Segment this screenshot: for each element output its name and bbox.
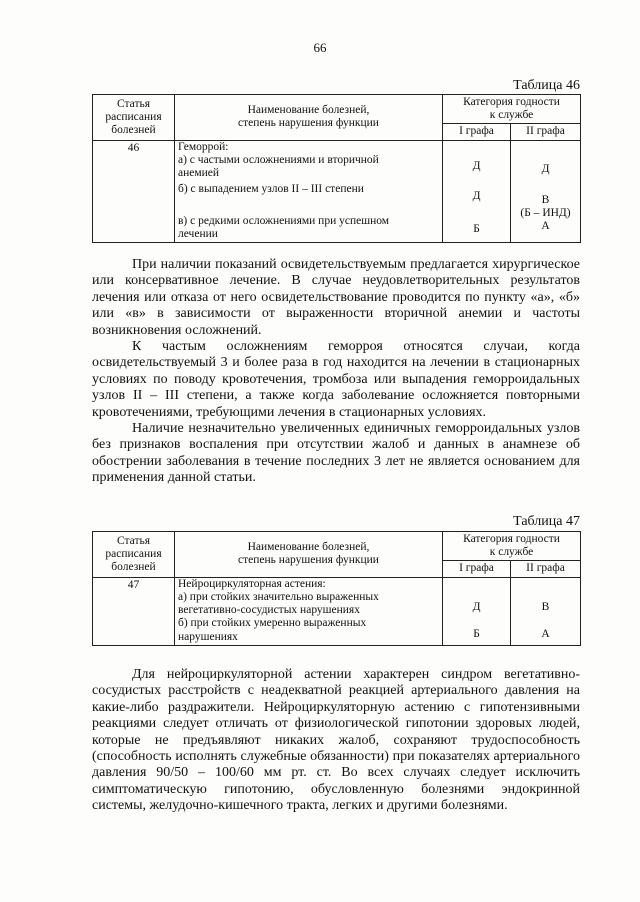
paragraph-2: К частым осложнениям геморроя относятся случаи, когда освидетельствуемый 3 и более раза в год находится на лечении в стационарных условиях по поводу кровотечения, тромбоза или выпадения геморроидальных узлов II – III степени, а также когда заболевание осложняется повторными кровотечениями, требующими лечения в стационарных условиях. [92, 339, 580, 420]
grafa2-cell [511, 577, 581, 645]
header-name: Наименование болезней, степень нарушения функции [175, 532, 443, 578]
header-col1: I графа [443, 124, 511, 140]
header-category: Категория годности к службе [443, 95, 581, 124]
item-a-line2: анемией [178, 167, 220, 180]
grafa2-b: А [541, 628, 550, 641]
paragraph-4: Для нейроциркуляторной астении характерен синдром вегетативно-сосудистых расстройств с неадекватной реакцией артериального давления на какие-либо раздражители. Нейроциркуляторную астению с гипотензивными реакциями следует отличать от физиологической гипотонии здоровых людей, которые не предъявляют никаких жалоб, сохраняют трудоспособность (способность исполнять служебные обязанности) при показателях артериального давления 90/50 – 100/60 мм рт. ст. Во всех случаях следует исключить симптоматическую гипотонию, обусловленную болезнями эндокринной системы, желудочно-кишечного тракта, легких и другими болезнями. [92, 667, 580, 814]
grafa1-b: Б [473, 628, 480, 641]
header-article: Статья расписания болезней [93, 95, 175, 141]
header-name: Наименование болезней, степень нарушения функции [175, 95, 443, 141]
item-a-line1: а) с частыми осложнениями и вторичной [178, 153, 379, 166]
paragraph-1: При наличии показаний освидетельствуемым предлагается хирургическое или консервативное лечение. В случае неудовлетворительных результатов лечения или отказа от него освидетельствование проводится по пункту «а», «б» или «в» в зависимости от выраженности вторичной анемии и частоты возникновения осложнений. [92, 257, 580, 338]
disease-title: Геморрой: [178, 140, 229, 153]
table-47 [92, 531, 581, 646]
table-46 [92, 94, 581, 243]
page-number: 66 [313, 40, 327, 55]
grafa1-b: Д [472, 190, 481, 203]
item-b-line1: б) при стойких умеренно выраженных [178, 617, 367, 630]
header-category: Категория годности к службе [443, 532, 581, 561]
grafa1-c: Б [473, 223, 480, 236]
header-col1: I графа [443, 561, 511, 577]
table-46-caption: Таблица 46 [513, 78, 580, 93]
item-a-line1: а) при стойких значительно выраженных [178, 590, 379, 603]
item-b-line1: б) с выпадением узлов II – III степени [178, 183, 364, 196]
grafa2-b-note: (Б – ИНД) [520, 206, 571, 219]
article-number: 46 [93, 140, 175, 242]
article-number: 47 [93, 577, 175, 645]
paragraph-3: Наличие незначительно увеличенных единичных геморроидальных узлов без признаков воспаления при отсутствии жалоб и данных в анамнезе об обострении заболевания в течение последних 3 лет не является основанием для применения данной статьи. [92, 421, 580, 486]
disease-cell [175, 577, 443, 645]
header-col2: II графа [511, 561, 581, 577]
grafa1-a: Д [472, 159, 481, 172]
item-b-line2: нарушениях [178, 630, 238, 643]
grafa1-a: Д [472, 600, 481, 613]
item-c-line2: лечении [178, 227, 218, 240]
header-article: Статья расписания болезней [93, 532, 175, 578]
item-a-line2: вегетативно-сосудистых нарушениях [178, 604, 360, 617]
table-47-caption: Таблица 47 [513, 514, 580, 529]
disease-cell [175, 140, 443, 242]
item-c-line1: в) с редкими осложнениями при успешном [178, 214, 390, 227]
disease-title: Нейроциркуляторная астения: [178, 577, 326, 590]
grafa1-cell [443, 577, 511, 645]
header-col2: II графа [511, 124, 581, 140]
grafa2-b: В [541, 193, 550, 206]
grafa2-a: Д [541, 163, 550, 176]
grafa2-c: А [541, 220, 550, 233]
grafa2-a: В [541, 600, 550, 613]
grafa1-cell [443, 140, 511, 242]
grafa2-cell [511, 140, 581, 242]
text-block-1 [92, 257, 580, 487]
text-block-2 [92, 667, 580, 815]
